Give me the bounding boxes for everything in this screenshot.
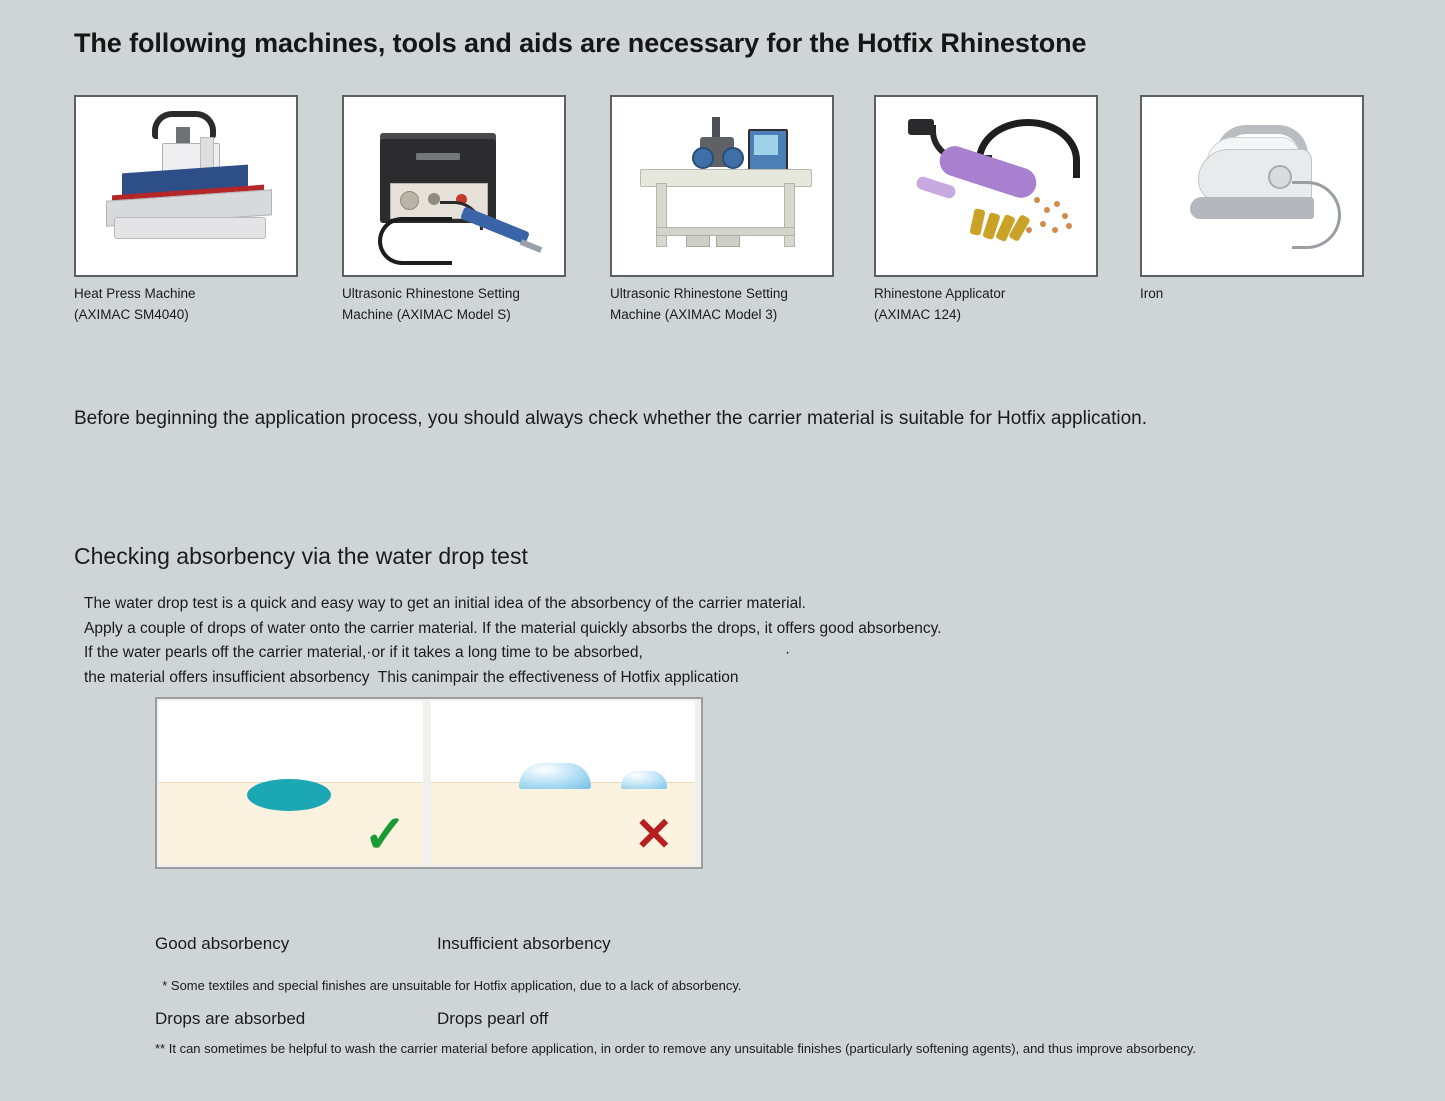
description-line-3: If the water pearls off the carrier material,·or if it takes a long time to be absorbed, · bbox=[84, 644, 791, 661]
machine-caption-ultrasonic-3 bbox=[610, 283, 860, 325]
caption-line-1: Rhinestone Applicator bbox=[874, 286, 1006, 301]
caption-line-2: Machine (AXIMAC Model 3) bbox=[610, 307, 778, 322]
machine-card-heat-press bbox=[74, 95, 298, 277]
insufficient-absorbency-panel bbox=[431, 701, 695, 865]
water-drop-test-description bbox=[84, 592, 942, 690]
machine-caption-ultrasonic-s bbox=[342, 283, 592, 325]
machine-card-applicator bbox=[874, 95, 1098, 277]
machine-caption-applicator bbox=[874, 283, 1124, 325]
panel-divider bbox=[423, 701, 431, 865]
heat-press-machine-icon bbox=[76, 97, 296, 275]
absorbency-comparison-figure bbox=[155, 697, 703, 869]
page-title: The following machines, tools and aids are necessary for the Hotfix Rhinestone bbox=[74, 28, 1087, 58]
pearling-drop-small-shape bbox=[621, 771, 667, 789]
caption-line-2: Machine (AXIMAC Model S) bbox=[342, 307, 511, 322]
figure-caption-insufficient-line-2: Drops pearl off bbox=[437, 1009, 549, 1028]
description-line-1: The water drop test is a quick and easy way to get an initial idea of the absorbency of the carrier material. bbox=[84, 595, 806, 612]
caption-line-1: Heat Press Machine bbox=[74, 286, 196, 301]
figure-caption-good-line-2: Drops are absorbed bbox=[155, 1009, 306, 1028]
cross-icon: ✕ bbox=[634, 808, 673, 860]
machine-caption-heat-press bbox=[74, 283, 324, 325]
caption-line-1: Iron bbox=[1140, 286, 1164, 301]
figure-caption-good-line-1: Good absorbency bbox=[155, 934, 290, 953]
section-heading-water-drop-test: Checking absorbency via the water drop test bbox=[74, 543, 528, 569]
machine-card-ultrasonic-3 bbox=[610, 95, 834, 277]
check-icon: ✓ bbox=[363, 806, 407, 864]
rhinestone-applicator-icon bbox=[876, 97, 1096, 275]
good-absorbency-panel bbox=[159, 701, 423, 865]
footnotes bbox=[155, 933, 1196, 1101]
iron-icon bbox=[1142, 97, 1362, 275]
machine-caption-iron bbox=[1140, 283, 1390, 304]
caption-line-2: (AXIMAC 124) bbox=[874, 307, 962, 322]
ultrasonic-setting-machine-3-icon bbox=[612, 97, 832, 275]
figure-caption-insufficient-line-1: Insufficient absorbency bbox=[437, 934, 611, 953]
carrier-material-note: Before beginning the application process, you should always check whether the carrier material is suitable for Hotfix application. bbox=[74, 408, 1148, 429]
footnote-2: ** It can sometimes be helpful to wash the carrier material before application, in order to remove any unsuitable finishes (particularly softening agents), and thus improve absorbency. bbox=[155, 1041, 1197, 1056]
caption-line-1: Ultrasonic Rhinestone Setting bbox=[342, 286, 520, 301]
caption-line-1: Ultrasonic Rhinestone Setting bbox=[610, 286, 788, 301]
description-line-2: Apply a couple of drops of water onto the carrier material. If the material quickly absorbs the drops, it offers good absorbency. bbox=[84, 619, 942, 637]
description-line-4: the material offers insufficient absorbency This canimpair the effectiveness of Hotfix application bbox=[84, 668, 739, 686]
machine-card-row bbox=[74, 95, 1374, 335]
footnote-1: * Some textiles and special finishes are unsuitable for Hotfix application, due to a lack of absorbency. bbox=[155, 978, 742, 993]
ultrasonic-setting-machine-s-icon bbox=[344, 97, 564, 275]
pearling-drop-large-shape bbox=[519, 763, 591, 789]
machine-card-ultrasonic-s bbox=[342, 95, 566, 277]
machine-card-iron bbox=[1140, 95, 1364, 277]
caption-line-2: (AXIMAC SM4040) bbox=[74, 307, 189, 322]
absorbed-drop-shape bbox=[247, 779, 331, 811]
